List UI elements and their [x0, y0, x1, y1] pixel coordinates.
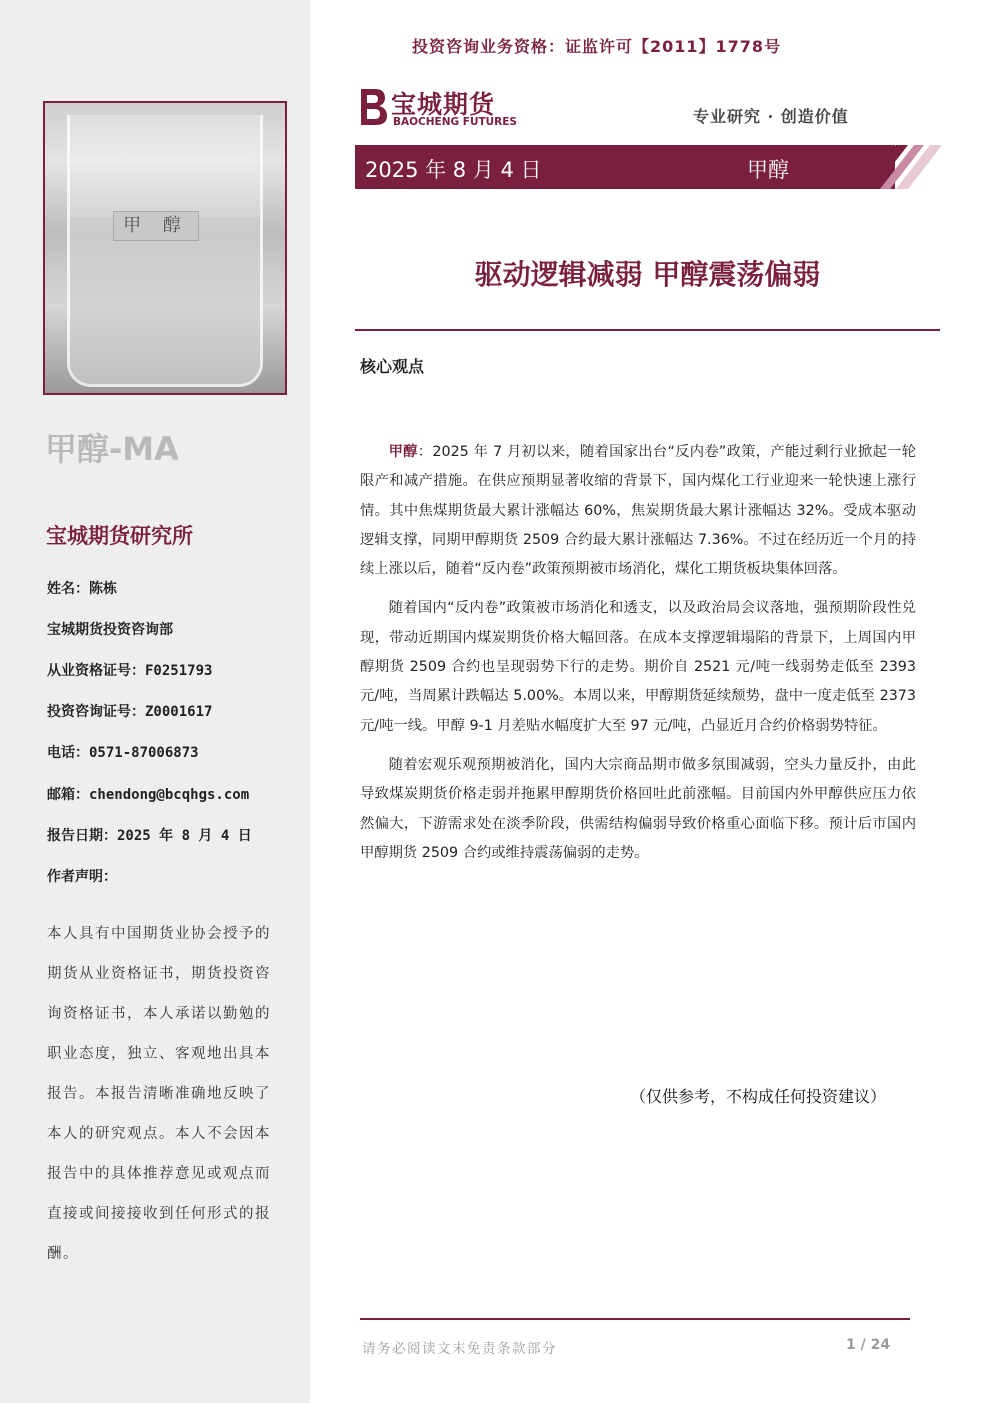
title-divider: [355, 329, 940, 331]
paragraph-3: 随着宏观乐观预期被消化，国内大宗商品期市做多氛围减弱，空头力量反扑，由此导致煤炭期货价格走弱并拖累甲醇期货价格回吐此前涨幅。目前国内外甲醇供应压力依然偏大，下游需求处在淡季阶段，供需结构偏弱导致价格重心面临下移。预计后市国内甲醇期货 2509 合约或维持震荡偏弱的走势。: [360, 756, 916, 861]
license-text: 投资咨询业务资格：证监许可【2011】1778号: [412, 37, 782, 56]
banner-category: 甲醇: [747, 158, 789, 182]
paragraph-1-text: ：2025 年 7 月初以来，随着国家出台“反内卷”政策，产能过剩行业掀起一轮限产和减产措施。在供应预期显著收缩的背景下，国内煤化工行业迎来一轮快速上涨行情。其中焦煤期货最大累计涨幅达 60%，焦炭期货最大累计涨幅达 32%。受成本驱动逻辑支撑，同期甲醇期货 2509 合约最大累计涨幅达 7.36%。不过在经历近一个月的持续上涨以后，随着“反内卷”政策预期被市场消化，煤化工期货板块集体回落。: [360, 444, 916, 578]
methanol-beaker-photo: [43, 101, 287, 395]
analyst-name: 姓名：陈栋: [47, 581, 117, 597]
logo-cn-text: 宝城期货: [391, 90, 496, 119]
investment-disclaimer: （仅供参考，不构成任何投资建议）: [630, 1087, 887, 1106]
consulting-number: 投资咨询证号：Z0001617: [47, 704, 213, 720]
department: 宝城期货投资咨询部: [47, 622, 173, 638]
report-title: 驱动逻辑减弱 甲醇震荡偏弱: [474, 258, 821, 291]
qualification-number: 从业资格证号：F0251793: [47, 663, 213, 679]
paragraph-1: [360, 438, 916, 584]
logo-mark-icon: [355, 85, 391, 129]
banner-stripes-decoration: [860, 145, 942, 189]
phone: 电话：0571-87006873: [47, 745, 199, 761]
beaker-shape: [67, 115, 263, 387]
paragraph-keyword: 甲醇: [388, 444, 418, 460]
report-date: 报告日期：2025 年 8 月 4 日: [47, 828, 252, 844]
paragraph-2: 随着国内“反内卷”政策被市场消化和透支，以及政治局会议落地，强预期阶段性兑现，带动近期国内煤炭期货价格大幅回落。在成本支撑逻辑塌陷的背景下，上周国内甲醇期货 2509 合约也呈现弱势下行的走势。期价自 2521 元/吨一线弱势走低至 2393 元/吨，当周累计跌幅达 5.00%。本周以来，甲醇期货延续颓势，盘中一度走低至 2373 元/吨一线。甲醇 9-1 月差贴水幅度扩大至 97 元/吨，凸显近月合约价格弱势特征。: [360, 600, 916, 734]
section-heading: 核心观点: [360, 357, 425, 376]
banner-date: 2025 年 8 月 4 日: [365, 158, 542, 182]
declaration-heading: 作者声明：: [47, 869, 117, 885]
email: 邮箱：chendong@bcqhgs.com: [47, 787, 250, 803]
author-declaration: 本人具有中国期货业协会授予的期货从业资格证书，期货投资咨询资格证书，本人承诺以勤勉的职业态度，独立、客观地出具本报告。本报告清晰准确地反映了本人的研究观点。本人不会因本报告中的具体推荐意见或观点而直接或间接接收到任何形式的报酬。: [47, 926, 271, 1262]
logo-en-text: BAOCHENG FUTURES: [393, 116, 517, 128]
sidebar: [0, 0, 310, 1403]
product-code: 甲醇-MA: [45, 430, 179, 468]
beaker-liquid: [70, 217, 260, 384]
footer-note: 请务必阅读文末免责条款部分: [362, 1341, 557, 1357]
beaker-label: 甲 醇: [113, 211, 199, 241]
report-body: [360, 438, 916, 878]
page-number: 1 / 24: [846, 1337, 891, 1353]
slogan: 专业研究 · 创造价值: [693, 107, 849, 126]
date-banner: [355, 145, 895, 189]
footer-divider: [360, 1318, 910, 1320]
institute-name: 宝城期货研究所: [46, 524, 193, 548]
